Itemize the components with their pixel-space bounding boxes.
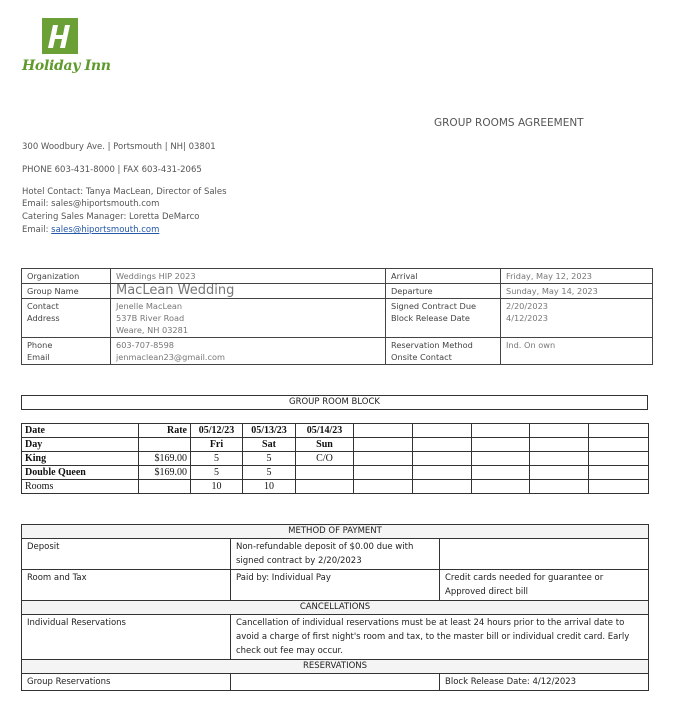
departure-value: Sunday, May 14, 2023 (501, 284, 653, 299)
table-row (22, 525, 649, 539)
contract-release-labels (386, 299, 501, 338)
contact-address-values (111, 299, 386, 338)
header-date: Date (22, 424, 139, 438)
address-line-2: Weare, NH 03281 (116, 325, 189, 335)
room-tax-paid-by: Paid by: Individual Pay (231, 570, 440, 601)
table-cell (472, 424, 530, 438)
rate-king: $169.00 (139, 452, 191, 466)
rate-double-queen: $169.00 (139, 466, 191, 480)
king-night-3: C/O (296, 452, 354, 466)
departure-label: Departure (386, 284, 501, 299)
table-cell (413, 452, 472, 466)
table-row (22, 539, 649, 570)
document-title: GROUP ROOMS AGREEMENT (434, 117, 584, 129)
table-row (22, 660, 649, 674)
phone-email-values (111, 338, 386, 365)
method-onsite-labels (386, 338, 501, 365)
header-date-2: 05/13/23 (243, 424, 296, 438)
table-cell (472, 480, 530, 494)
logo-mark-icon (42, 18, 78, 54)
rooms-total-night-3 (296, 480, 354, 494)
table-row (22, 466, 649, 480)
email-label: Email: (22, 225, 49, 235)
reservation-method-value: Ind. On own (506, 340, 556, 350)
table-cell (530, 452, 589, 466)
method-of-payment-heading: METHOD OF PAYMENT (22, 525, 649, 539)
address-label: Address (27, 313, 60, 323)
reservations-heading: RESERVATIONS (22, 660, 649, 674)
reservation-method-label: Reservation Method (391, 340, 473, 350)
table-cell (472, 438, 530, 452)
table-cell (413, 424, 472, 438)
phone-value: 603-707-8598 (116, 340, 175, 350)
rooms-total-label: Rooms (22, 480, 139, 494)
email-label: Email: (22, 199, 49, 209)
table-row (22, 601, 649, 615)
day-3: Sun (296, 438, 354, 452)
hotel-contact: Hotel Contact: Tanya MacLean, Director of Sales (22, 187, 227, 197)
holiday-inn-logo (22, 16, 111, 78)
rooms-total-night-2: 10 (243, 480, 296, 494)
double-queen-night-1: 5 (191, 466, 243, 480)
king-night-1: 5 (191, 452, 243, 466)
table-cell (589, 480, 649, 494)
group-info-table (21, 268, 653, 365)
header-date-1: 05/12/23 (191, 424, 243, 438)
individual-reservations-label: Individual Reservations (22, 615, 231, 660)
onsite-contact-label: Onsite Contact (391, 352, 452, 362)
table-cell (589, 438, 649, 452)
day-2: Sat (243, 438, 296, 452)
catering-email-line (22, 224, 159, 237)
deposit-text: Non-refundable deposit of $0.00 due with signed contract by 2/20/2023 (231, 539, 440, 570)
group-name-label: Group Name (22, 284, 111, 299)
table-row (22, 338, 653, 365)
table-cell (440, 539, 649, 570)
room-tax-note: Credit cards needed for guarantee or Approved direct bill (440, 570, 649, 601)
contact-label: Contact (27, 301, 59, 311)
deposit-label: Deposit (22, 539, 231, 570)
table-row (22, 674, 649, 691)
table-row (22, 269, 653, 284)
table-row (22, 424, 649, 438)
address-line-1: 537B River Road (116, 313, 185, 323)
logo-wordmark: Holiday Inn (22, 58, 111, 74)
room-type-king: King (22, 452, 139, 466)
table-cell (413, 466, 472, 480)
room-block-table (21, 423, 649, 494)
king-night-2: 5 (243, 452, 296, 466)
email-value: jenmaclean23@gmail.com (116, 352, 225, 362)
table-row (22, 570, 649, 601)
table-cell (589, 452, 649, 466)
signed-contract-due-value: 2/20/2023 (506, 301, 548, 311)
method-onsite-values (501, 338, 653, 365)
table-row (22, 299, 653, 338)
sales-email: sales@hiportsmouth.com (51, 199, 160, 209)
block-release-value: 4/12/2023 (506, 313, 548, 323)
table-cell (413, 480, 472, 494)
table-cell (354, 452, 413, 466)
table-cell (231, 674, 440, 691)
table-cell (589, 466, 649, 480)
catering-email-link[interactable]: sales@hiportsmouth.com (51, 225, 160, 235)
table-cell (530, 480, 589, 494)
table-cell (139, 480, 191, 494)
payment-table (21, 524, 649, 691)
room-block-title: GROUP ROOM BLOCK (21, 395, 648, 410)
table-row (22, 452, 649, 466)
signed-contract-due-label: Signed Contract Due (391, 301, 477, 311)
day-1: Fri (191, 438, 243, 452)
table-cell (413, 438, 472, 452)
rooms-total-night-1: 10 (191, 480, 243, 494)
table-row (22, 615, 649, 660)
header-date-3: 05/14/23 (296, 424, 354, 438)
double-queen-night-2: 5 (243, 466, 296, 480)
block-release-label: Block Release Date (391, 313, 470, 323)
table-cell (589, 424, 649, 438)
catering-manager: Catering Sales Manager: Loretta DeMarco (22, 212, 200, 222)
table-cell (354, 466, 413, 480)
phone-label: Phone (27, 340, 53, 350)
cancellations-heading: CANCELLATIONS (22, 601, 649, 615)
table-cell (354, 438, 413, 452)
hotel-address: 300 Woodbury Ave. | Portsmouth | NH| 03801 (22, 142, 216, 152)
header-rate: Rate (139, 424, 191, 438)
room-tax-label: Room and Tax (22, 570, 231, 601)
group-name-value: MacLean Wedding (111, 284, 386, 299)
table-cell (139, 438, 191, 452)
contact-address-labels (22, 299, 111, 338)
table-row (22, 438, 649, 452)
organization-value: Weddings HIP 2023 (111, 269, 386, 284)
cancellation-policy-text: Cancellation of individual reservations must be at least 24 hours prior to the arrival date to avoid a charge of first night's room and tax, to the master bill or individual credit card. Early check out fee may occur. (231, 615, 649, 660)
arrival-label: Arrival (386, 269, 501, 284)
group-block-release-date: Block Release Date: 4/12/2023 (440, 674, 649, 691)
contact-value: Jenelle MacLean (116, 301, 183, 311)
table-cell (354, 424, 413, 438)
table-cell (530, 438, 589, 452)
hotel-email-line (22, 198, 159, 211)
arrival-value: Friday, May 12, 2023 (501, 269, 653, 284)
room-type-double-queen: Double Queen (22, 466, 139, 480)
table-cell (472, 452, 530, 466)
table-cell (530, 466, 589, 480)
table-row (22, 284, 653, 299)
table-cell (472, 466, 530, 480)
day-label: Day (22, 438, 139, 452)
email-label: Email (27, 352, 50, 362)
phone-email-labels (22, 338, 111, 365)
organization-label: Organization (22, 269, 111, 284)
group-reservations-label: Group Reservations (22, 674, 231, 691)
hotel-phone-fax: PHONE 603-431-8000 | FAX 603-431-2065 (22, 165, 202, 175)
table-cell (530, 424, 589, 438)
contract-release-values (501, 299, 653, 338)
table-row (22, 480, 649, 494)
double-queen-night-3 (296, 466, 354, 480)
table-cell (354, 480, 413, 494)
